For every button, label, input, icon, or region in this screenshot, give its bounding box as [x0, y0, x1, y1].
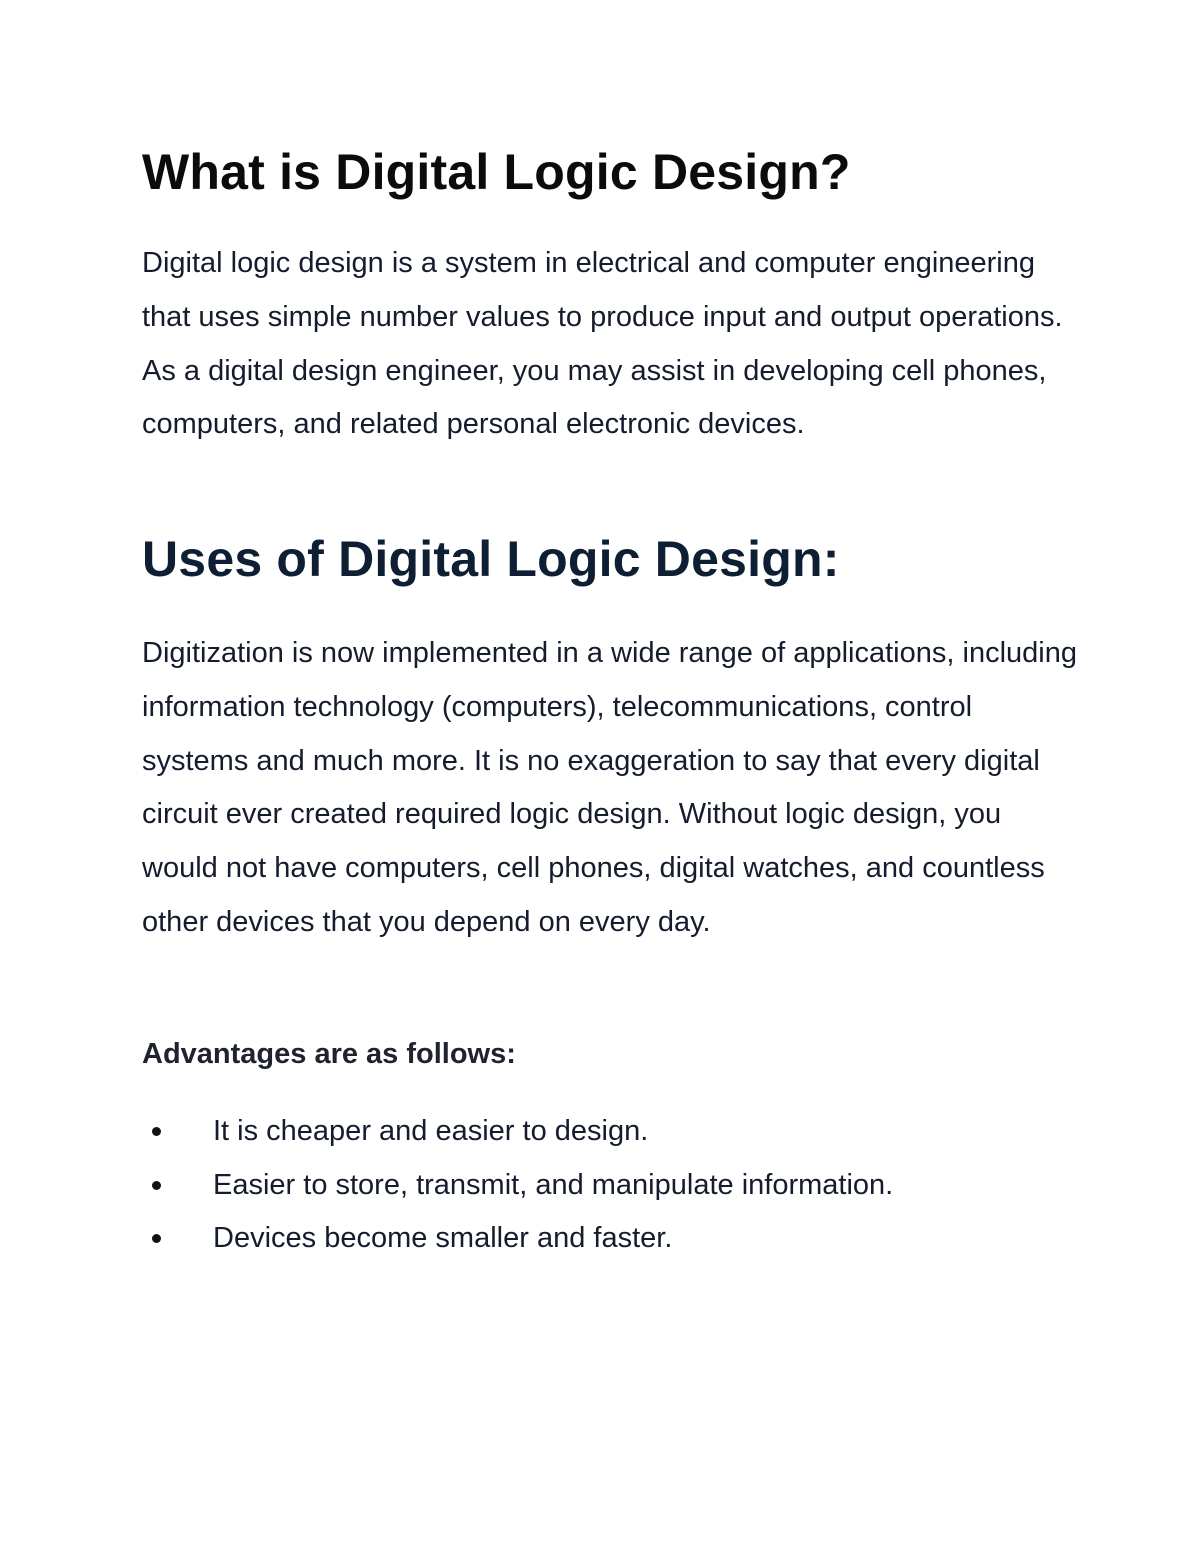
advantage-text: Easier to store, transmit, and manipulate information.: [213, 1168, 894, 1201]
advantages-heading: Advantages are as follows:: [142, 1038, 516, 1070]
uses-heading: Uses of Digital Logic Design:: [142, 531, 840, 587]
advantage-text: Devices become smaller and faster.: [213, 1222, 673, 1255]
bullet-icon: [152, 1181, 161, 1190]
list-item: [142, 1105, 893, 1159]
list-item: [142, 1159, 893, 1213]
advantage-text: It is cheaper and easier to design.: [213, 1115, 649, 1147]
uses-paragraph: Digitization is now implemented in a wide range of applications, including information technology (computers), telecommunications, control systems and much more. It is no exaggeration to say that every digital circuit ever created required logic design. Without logic design, you would not have computers, cell phones, digital watches, and countless other devices that you depend on every day.: [142, 637, 1077, 938]
advantages-list: [142, 1105, 893, 1266]
bullet-icon: [152, 1234, 161, 1243]
list-item: [142, 1212, 893, 1266]
page-title: What is Digital Logic Design?: [142, 144, 851, 200]
intro-paragraph: Digital logic design is a system in electrical and computer engineering that uses simple number values to produce input and output operations. As a digital design engineer, you may assist in developing cell phones, computers, and related personal electronic devices.: [142, 247, 1063, 441]
bullet-icon: [152, 1127, 161, 1136]
